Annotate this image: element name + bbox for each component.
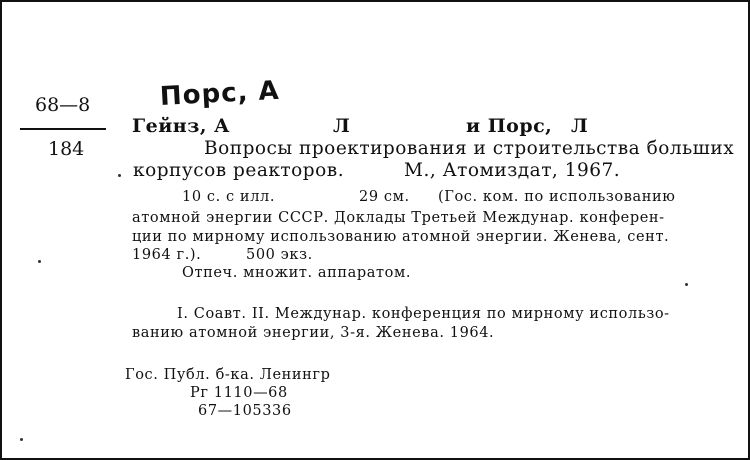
call-number-bottom: 184 (48, 138, 85, 160)
copies-count: 500 экз. (246, 247, 313, 263)
tracings-line-2: ванию атомной энергии, 3-я. Женева. 1964. (132, 325, 495, 341)
series-note-start: (Гос. ком. по использованию (438, 189, 676, 205)
author-initial-2: Л (571, 115, 589, 137)
library-code: Рг 1110—68 (190, 385, 288, 401)
call-number-divider (20, 128, 106, 130)
card-number: 67—105336 (198, 403, 292, 419)
series-note-line-2: атомной энергии СССР. Доклады Третьей Междунар. конферен- (132, 210, 665, 226)
author-heading-1: Гейнз, А (132, 115, 231, 137)
collation-size: 29 см. (359, 189, 410, 205)
handwritten-note: Порс, А (159, 75, 281, 112)
series-note-year: 1964 г.). (132, 247, 202, 263)
call-number-top: 68—8 (35, 94, 91, 116)
library-name: Гос. Публ. б-ка. Ленингр (125, 367, 331, 383)
title-line-2-left: корпусов реакторов. (133, 160, 345, 181)
author-heading-2: и Порс, (466, 115, 553, 137)
series-note-line-3: ции по мирному использованию атомной энергии. Женева, сент. (132, 229, 670, 245)
collation-pages: 10 с. с илл. (182, 189, 276, 205)
scan-speck (118, 174, 121, 177)
scan-speck (685, 283, 688, 286)
tracings-line-1: I. Соавт. II. Междунар. конференция по мирному использо- (177, 306, 670, 322)
scan-speck (38, 260, 41, 263)
print-note: Отпеч. множит. аппаратом. (182, 265, 412, 281)
author-initial-1: Л (333, 115, 351, 137)
title-line-1: Вопросы проектирования и строительства больших (204, 138, 735, 159)
scan-speck (20, 438, 23, 441)
imprint: М., Атомиздат, 1967. (404, 160, 621, 181)
